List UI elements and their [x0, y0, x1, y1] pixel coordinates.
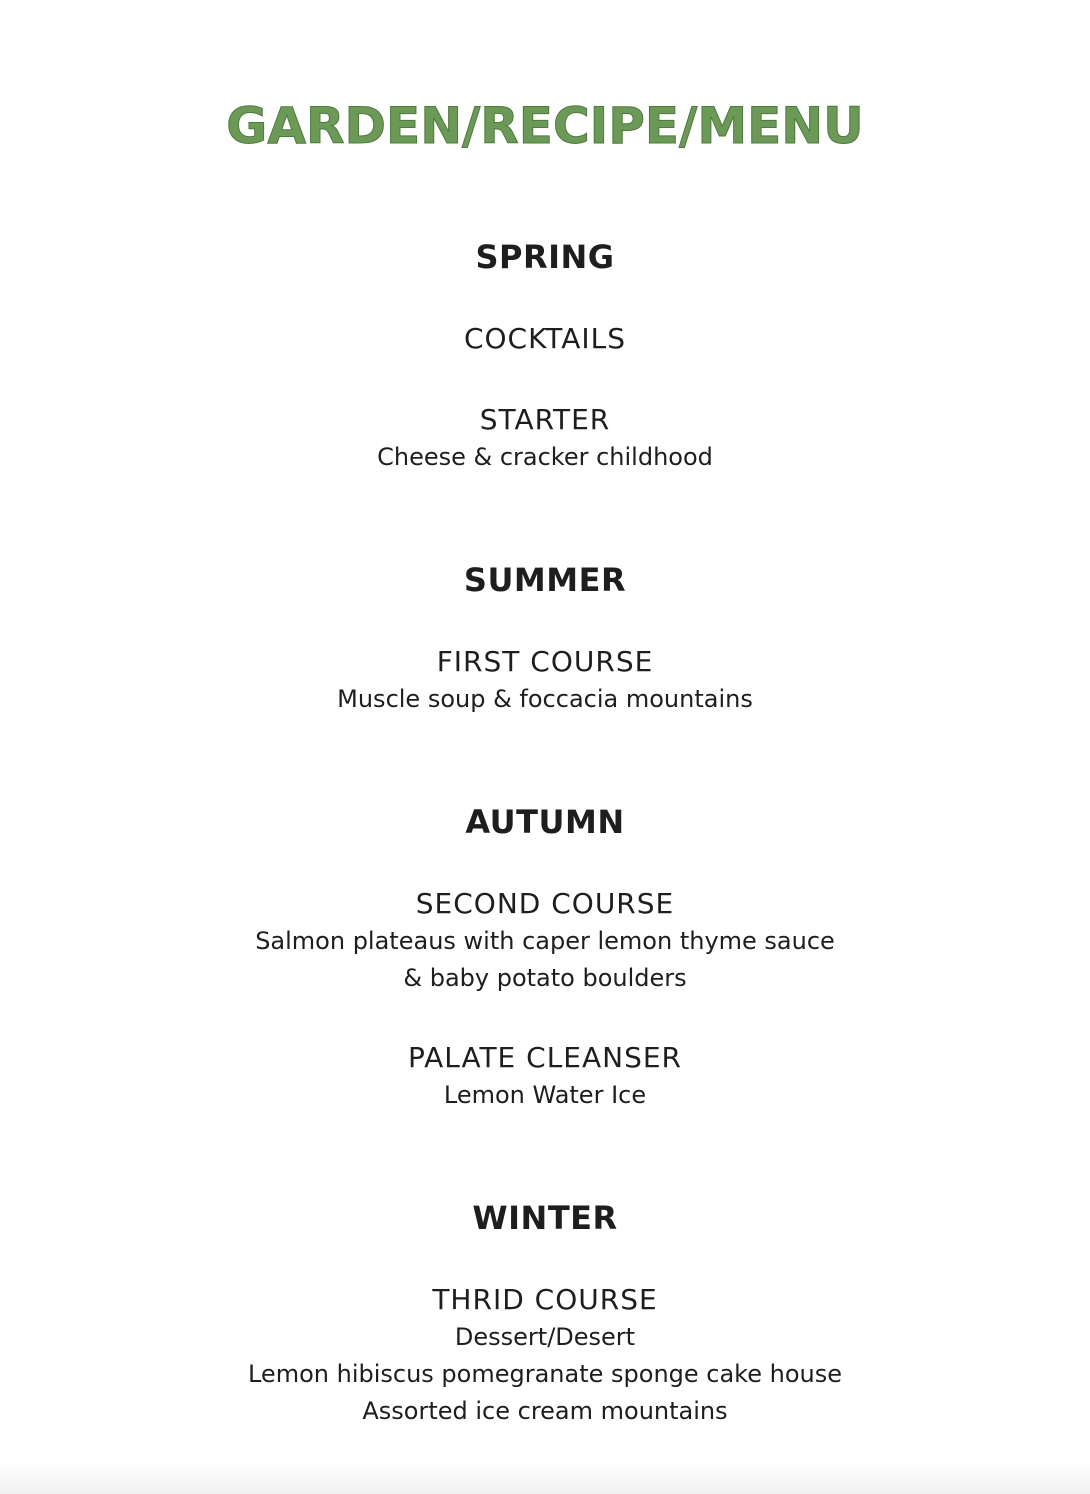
course-heading-second-course: SECOND COURSE — [415, 887, 675, 920]
course-heading-cocktails: COCKTAILS — [463, 322, 627, 355]
course-heading-third-course: THRID COURSE — [432, 1283, 658, 1316]
dish-palate-cleanser: Lemon Water Ice — [443, 1081, 647, 1109]
course-heading-palate-cleanser: PALATE CLEANSER — [407, 1041, 683, 1074]
season-heading-summer: SUMMER — [463, 561, 627, 599]
dish-third-course-line3: Assorted ice cream mountains — [362, 1397, 728, 1425]
season-heading-autumn: AUTUMN — [465, 803, 625, 841]
dish-first-course: Muscle soup & foccacia mountains — [337, 685, 753, 713]
course-heading-starter: STARTER — [479, 403, 611, 436]
season-heading-winter: WINTER — [472, 1199, 618, 1237]
dish-second-course-line1: Salmon plateaus with caper lemon thyme sauce — [255, 927, 835, 955]
menu-title: GARDEN/RECIPE/MENU — [226, 97, 864, 155]
season-heading-spring: SPRING — [475, 238, 615, 276]
dish-starter: Cheese & cracker childhood — [377, 443, 713, 471]
dish-third-course-line2: Lemon hibiscus pomegranate sponge cake house — [247, 1360, 842, 1388]
dish-third-course-line1: Dessert/Desert — [454, 1323, 636, 1351]
course-heading-first-course: FIRST COURSE — [436, 645, 654, 678]
dish-second-course-line2: & baby potato boulders — [403, 964, 687, 992]
